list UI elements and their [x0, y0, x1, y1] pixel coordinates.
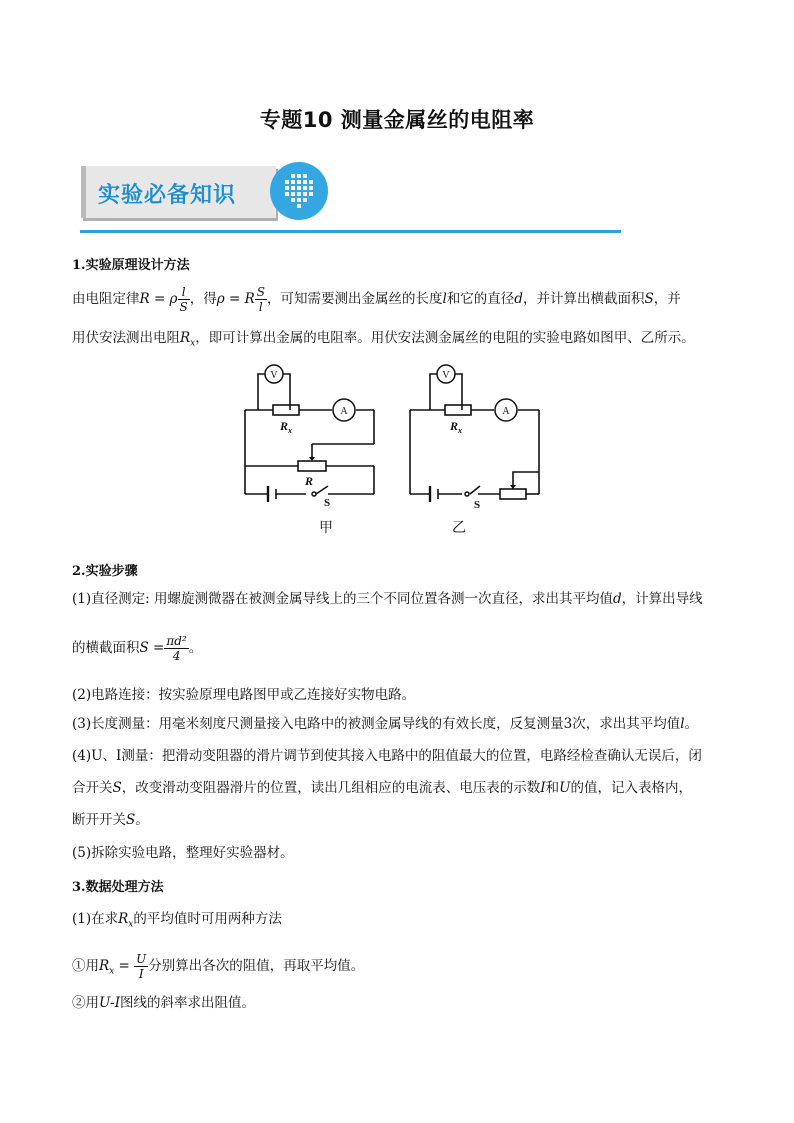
circuit-diagrams	[230, 362, 550, 542]
banner-box	[81, 166, 276, 218]
svg-text:Rx: $R_x$	[450, 419, 463, 435]
step-3: (3)长度测量：用毫米刻度尺测量接入电路中的被测金属导线的有效长度，反复测量3次，求出其平均值l。	[72, 716, 699, 732]
banner-circle	[270, 162, 328, 220]
svg-text:A: A	[502, 406, 510, 417]
formula-resistance-law: R = ρ	[139, 291, 178, 307]
banner-label: 实验必备知识	[98, 183, 237, 208]
step-5: (5)拆除实验电路，整理好实验器材。	[72, 845, 294, 861]
heading-principle: 1.实验原理设计方法	[72, 258, 190, 273]
step-4-line-2: 合开关S，改变滑动变阻器滑片的位置，读出几组相应的电流表、电压表的示数I和U的值，记入表格内，	[72, 780, 692, 796]
grid-icon	[270, 162, 328, 220]
fraction: $\frac{S}{l}$	[256, 285, 265, 314]
svg-text:S: S	[474, 499, 481, 511]
step-2: (2)电路连接：按实验原理电路图甲或乙连接好实物电路。	[72, 687, 416, 703]
principle-line-2: 用伏安法测出电阻$R_x$，即可计算出金属的电阻率。用伏安法测金属丝的电阻的实验电路如图甲、乙所示。	[72, 330, 695, 349]
method-1: ①用$R_x$ = $\frac{U}{I}$ 分别算出各次的阻值，再取平均值。	[72, 952, 365, 981]
heading-steps: 2.实验步骤	[72, 564, 138, 579]
svg-text:S: S	[324, 497, 331, 509]
fraction: $\frac{\text{πd²}}{4}$	[166, 634, 187, 663]
method-intro: (1)在求$R_x$的平均值时可用两种方法	[72, 911, 282, 930]
banner-underline	[80, 230, 621, 233]
fraction: $\frac{U}{I}$	[136, 952, 147, 981]
svg-text:Rx: $R_x$	[280, 419, 293, 435]
svg-text:V: V	[442, 370, 450, 381]
figure-label-jia: 甲	[319, 520, 333, 536]
principle-line-1: 由电阻定律R = ρ $\frac{l}{S}$ ，得ρ = R $\frac{S}{l}$ ，可知需要测出金属丝的长度l和它的直径d，并计算出横截面积S，并	[72, 285, 681, 314]
step-1-line-1: (1)直径测定: 用螺旋测微器在被测金属导线上的三个不同位置各测一次直径，求出其平均值d，计算出导线	[72, 591, 703, 607]
section-banner	[73, 162, 331, 228]
fraction: $\frac{l}{S}$	[179, 285, 188, 314]
figure-label-yi: 乙	[452, 520, 466, 536]
svg-text:A: A	[340, 406, 348, 417]
page-title: 专题10 测量金属丝的电阻率	[259, 108, 535, 132]
step-4-line-3: 断开开关S。	[72, 812, 149, 828]
method-2: ②用U-I图线的斜率求出阻值。	[72, 995, 256, 1011]
step-4-line-1: (4)U、I测量：把滑动变阻器的滑片调节到使其接入电路中的阻值最大的位置，电路经检查确认无误后，闭	[72, 748, 702, 764]
heading-data-processing: 3.数据处理方法	[72, 880, 164, 895]
svg-text:R: R	[305, 474, 314, 488]
formula-resistivity: ρ = R	[216, 291, 255, 307]
step-1-line-2: 的横截面积S = $\frac{\text{πd²}}{4}$ 。	[72, 634, 203, 663]
svg-text:V: V	[270, 370, 278, 381]
